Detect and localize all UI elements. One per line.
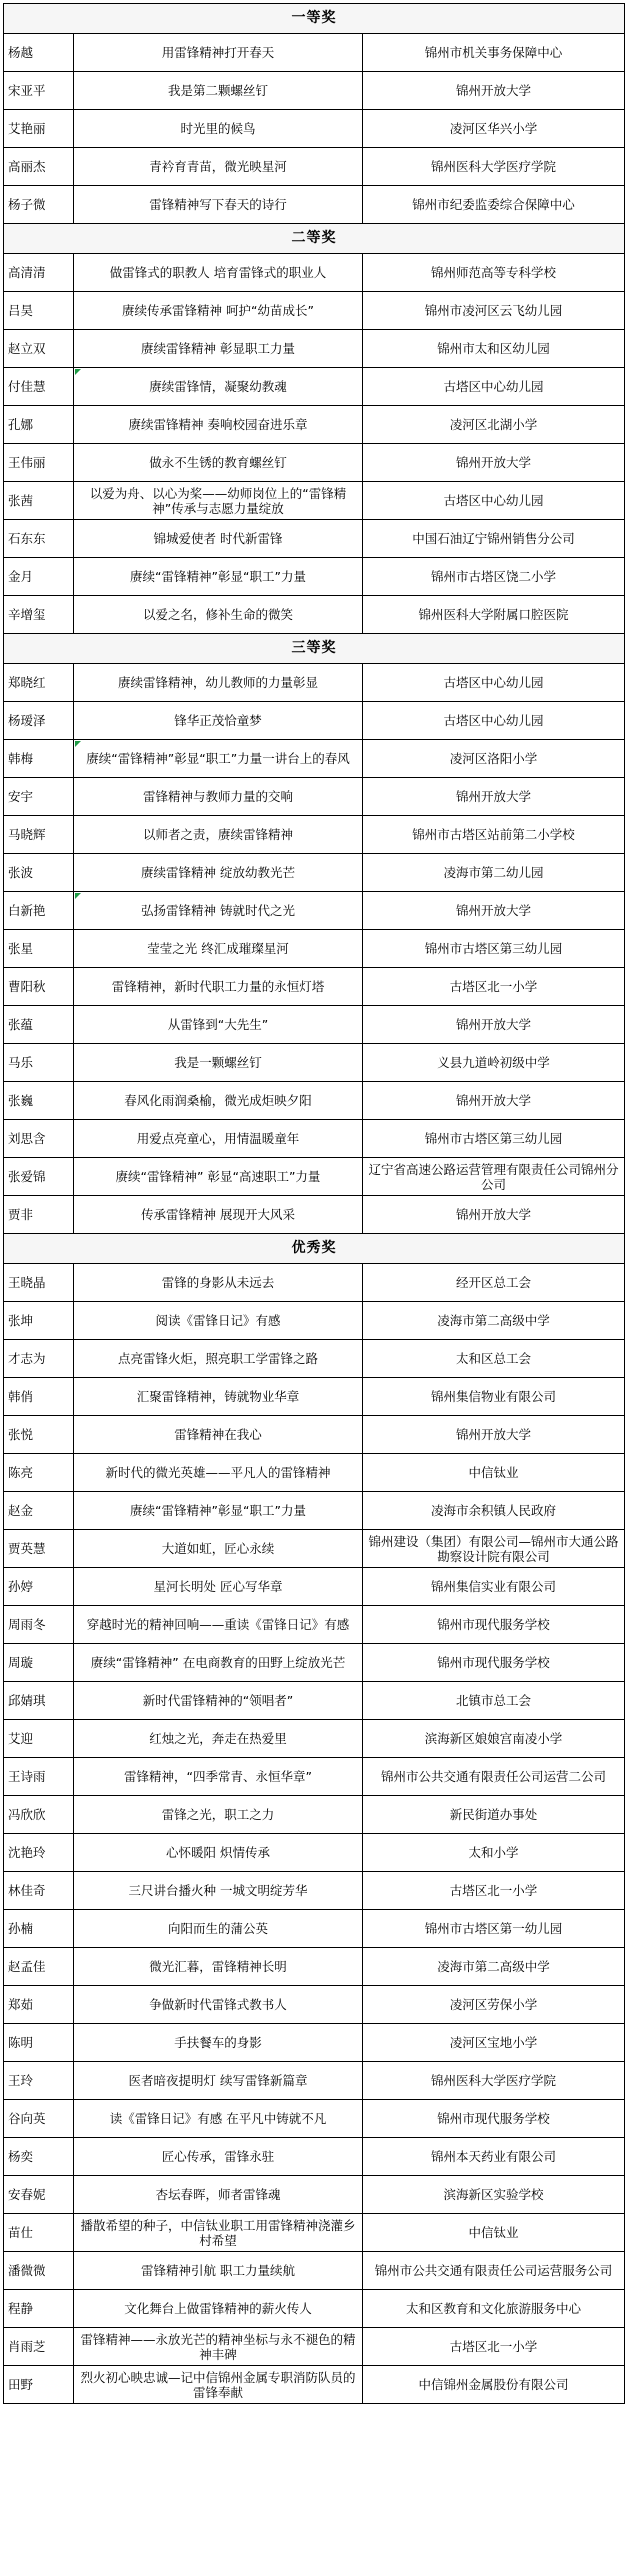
- work-title-cell: 以爱之名，修补生命的微笑: [74, 596, 363, 634]
- unit-cell: 古塔区中心幼儿园: [363, 664, 625, 702]
- section-title: 三等奖: [4, 634, 625, 664]
- table-row: [4, 110, 625, 148]
- work-title-cell: 雷锋精神——永放光芒的精神坐标与永不褪色的精神丰碑: [74, 2328, 363, 2366]
- name-cell: 宋亚平: [4, 72, 74, 110]
- work-title-cell: 大道如虹，匠心永续: [74, 1530, 363, 1568]
- unit-cell: 锦州开放大学: [363, 1006, 625, 1044]
- table-row: [4, 1158, 625, 1196]
- table-row: [4, 1682, 625, 1720]
- work-title-cell: 锋华正茂恰童梦: [74, 702, 363, 740]
- name-cell: 陈亮: [4, 1454, 74, 1492]
- table-row: [4, 1416, 625, 1454]
- table-row: [4, 1872, 625, 1910]
- table-row: [4, 1196, 625, 1234]
- unit-cell: 锦州开放大学: [363, 892, 625, 930]
- table-row: [4, 1492, 625, 1530]
- name-cell: 张蕴: [4, 1006, 74, 1044]
- table-row: [4, 72, 625, 110]
- name-cell: 才志为: [4, 1340, 74, 1378]
- work-title-cell: 赓续雷锋精神 绽放幼教光芒: [74, 854, 363, 892]
- name-cell: 杨瑷泽: [4, 702, 74, 740]
- table-row: [4, 1082, 625, 1120]
- unit-cell: 凌河区北湖小学: [363, 406, 625, 444]
- table-row: [4, 2214, 625, 2252]
- award-list-table: [3, 3, 625, 2404]
- name-cell: 周璇: [4, 1644, 74, 1682]
- unit-cell: 凌河区宝地小学: [363, 2024, 625, 2062]
- unit-cell: 凌海市余积镇人民政府: [363, 1492, 625, 1530]
- unit-cell: 锦州开放大学: [363, 1416, 625, 1454]
- work-title-cell: 青衿育青苗，微光映星河: [74, 148, 363, 186]
- name-cell: 金月: [4, 558, 74, 596]
- table-row: [4, 2252, 625, 2290]
- unit-cell: 北镇市总工会: [363, 1682, 625, 1720]
- unit-cell: 锦州医科大学医疗学院: [363, 2062, 625, 2100]
- unit-cell: 锦州医科大学医疗学院: [363, 148, 625, 186]
- name-cell: 孙婷: [4, 1568, 74, 1606]
- name-cell: 潘微微: [4, 2252, 74, 2290]
- table-row: [4, 2366, 625, 2404]
- unit-cell: 中信钛业: [363, 1454, 625, 1492]
- unit-cell: 太和区教育和文化旅游服务中心: [363, 2290, 625, 2328]
- table-row: [4, 1302, 625, 1340]
- table-row: [4, 34, 625, 72]
- name-cell: 马晓辉: [4, 816, 74, 854]
- unit-cell: 锦州市纪委监委综合保障中心: [363, 186, 625, 224]
- unit-cell: 锦州市古塔区第三幼儿园: [363, 930, 625, 968]
- unit-cell: 锦州市公共交通有限责任公司运营服务公司: [363, 2252, 625, 2290]
- name-cell: 杨子微: [4, 186, 74, 224]
- table-row: [4, 2138, 625, 2176]
- section-header-row: [4, 1234, 625, 1264]
- unit-cell: 锦州集信物业有限公司: [363, 1378, 625, 1416]
- table-row: [4, 778, 625, 816]
- work-title-cell: 赓续传承雷锋精神 呵护“幼苗成长”: [74, 292, 363, 330]
- table-row: [4, 1264, 625, 1302]
- unit-cell: 古塔区中心幼儿园: [363, 482, 625, 520]
- name-cell: 白新艳: [4, 892, 74, 930]
- unit-cell: 锦州市公共交通有限责任公司运营二公司: [363, 1758, 625, 1796]
- name-cell: 孙楠: [4, 1910, 74, 1948]
- name-cell: 杨越: [4, 34, 74, 72]
- name-cell: 王伟丽: [4, 444, 74, 482]
- work-title-cell: 汇聚雷锋精神，铸就物业华章: [74, 1378, 363, 1416]
- work-title-cell: 赓续雷锋精神 奏响校园奋进乐章: [74, 406, 363, 444]
- work-title-cell: 杏坛春晖，师者雷锋魂: [74, 2176, 363, 2214]
- name-cell: 张巍: [4, 1082, 74, 1120]
- section-header-row: [4, 224, 625, 254]
- name-cell: 韩梅: [4, 740, 74, 778]
- unit-cell: 滨海新区实验学校: [363, 2176, 625, 2214]
- work-title-cell: 烈火初心映忠诚—记中信锦州金属专职消防队员的雷锋奉献: [74, 2366, 363, 2404]
- table-row: [4, 892, 625, 930]
- name-cell: 张爱锦: [4, 1158, 74, 1196]
- table-row: [4, 1796, 625, 1834]
- name-cell: 艾迎: [4, 1720, 74, 1758]
- name-cell: 沈艳玲: [4, 1834, 74, 1872]
- cell-note-marker: [75, 741, 81, 747]
- work-title-cell: 雷锋精神引航 职工力量续航: [74, 2252, 363, 2290]
- work-title-cell: 春风化雨润桑榆，微光成炬映夕阳: [74, 1082, 363, 1120]
- work-title-cell: 赓续雷锋情，凝聚幼教魂: [74, 368, 363, 406]
- work-title-cell: 雷锋精神，“四季常青、永恒华章”: [74, 1758, 363, 1796]
- work-title-cell: 赓续“雷锋精神”彰显“职工”力量: [74, 1492, 363, 1530]
- table-row: [4, 292, 625, 330]
- unit-cell: 锦州开放大学: [363, 444, 625, 482]
- name-cell: 吕昊: [4, 292, 74, 330]
- name-cell: 曹阳秋: [4, 968, 74, 1006]
- work-title-cell: 用爱点亮童心，用情温暖童年: [74, 1120, 363, 1158]
- table-row: [4, 664, 625, 702]
- section-header-row: [4, 634, 625, 664]
- work-title-cell: 文化舞台上做雷锋精神的薪火传人: [74, 2290, 363, 2328]
- unit-cell: 中信锦州金属股份有限公司: [363, 2366, 625, 2404]
- table-row: [4, 1758, 625, 1796]
- unit-cell: 锦州开放大学: [363, 1082, 625, 1120]
- name-cell: 韩俏: [4, 1378, 74, 1416]
- table-row: [4, 1378, 625, 1416]
- name-cell: 赵立双: [4, 330, 74, 368]
- work-title-cell: 以师者之责，赓续雷锋精神: [74, 816, 363, 854]
- work-title-cell: 传承雷锋精神 展现开大风采: [74, 1196, 363, 1234]
- name-cell: 郑茹: [4, 1986, 74, 2024]
- work-title-cell: 时光里的候鸟: [74, 110, 363, 148]
- name-cell: 石东东: [4, 520, 74, 558]
- work-title-cell: 赓续雷锋精神 彰显职工力量: [74, 330, 363, 368]
- name-cell: 安宇: [4, 778, 74, 816]
- table-row: [4, 1986, 625, 2024]
- table-row: [4, 1120, 625, 1158]
- work-title-cell: 阅读《雷锋日记》有感: [74, 1302, 363, 1340]
- table-row: [4, 2328, 625, 2366]
- name-cell: 张坤: [4, 1302, 74, 1340]
- name-cell: 王诗雨: [4, 1758, 74, 1796]
- work-title-cell: 向阳而生的蒲公英: [74, 1910, 363, 1948]
- work-title-cell: 做雷锋式的职教人 培育雷锋式的职业人: [74, 254, 363, 292]
- work-title-cell: 赓续“雷锋精神”彰显“职工”力量: [74, 558, 363, 596]
- unit-cell: 古塔区北一小学: [363, 968, 625, 1006]
- work-title-cell: 赓续雷锋精神，幼儿教师的力量彰显: [74, 664, 363, 702]
- name-cell: 高丽杰: [4, 148, 74, 186]
- name-cell: 邱婧琪: [4, 1682, 74, 1720]
- work-title-cell: 星河长明处 匠心写华章: [74, 1568, 363, 1606]
- work-title-cell: 微光汇暮，雷锋精神长明: [74, 1948, 363, 1986]
- unit-cell: 锦州市机关事务保障中心: [363, 34, 625, 72]
- table-row: [4, 596, 625, 634]
- work-title-cell: 雷锋精神与教师力量的交响: [74, 778, 363, 816]
- unit-cell: 古塔区北一小学: [363, 2328, 625, 2366]
- work-title-cell: 赓续“雷锋精神” 彰显“高速职工”力量: [74, 1158, 363, 1196]
- work-title-cell: 莹莹之光 终汇成璀璨星河: [74, 930, 363, 968]
- work-title-cell: 播散希望的种子，中信钛业职工用雷锋精神浇灌乡村希望: [74, 2214, 363, 2252]
- work-title-cell: 新时代的微光英雄——平凡人的雷锋精神: [74, 1454, 363, 1492]
- name-cell: 安春妮: [4, 2176, 74, 2214]
- work-title-cell: 新时代雷锋精神的“领唱者”: [74, 1682, 363, 1720]
- section-title: 二等奖: [4, 224, 625, 254]
- name-cell: 肖雨芝: [4, 2328, 74, 2366]
- work-title-cell: 穿越时光的精神回响——重读《雷锋日记》有感: [74, 1606, 363, 1644]
- work-title-cell: 心怀暖阳 炽情传承: [74, 1834, 363, 1872]
- work-title-cell: 用雷锋精神打开春天: [74, 34, 363, 72]
- table-row: [4, 1910, 625, 1948]
- table-row: [4, 406, 625, 444]
- name-cell: 苗仕: [4, 2214, 74, 2252]
- table-row: [4, 520, 625, 558]
- unit-cell: 凌海市第二高级中学: [363, 1948, 625, 1986]
- table-row: [4, 368, 625, 406]
- unit-cell: 锦州市太和区幼儿园: [363, 330, 625, 368]
- name-cell: 刘思含: [4, 1120, 74, 1158]
- unit-cell: 中国石油辽宁锦州销售分公司: [363, 520, 625, 558]
- name-cell: 林佳奇: [4, 1872, 74, 1910]
- name-cell: 田野: [4, 2366, 74, 2404]
- unit-cell: 古塔区北一小学: [363, 1872, 625, 1910]
- work-title-cell: 我是第二颗螺丝钉: [74, 72, 363, 110]
- cell-note-marker: [75, 369, 81, 375]
- work-title-cell: 点亮雷锋火炬，照亮职工学雷锋之路: [74, 1340, 363, 1378]
- table-row: [4, 1606, 625, 1644]
- work-title-cell: 手扶餐车的身影: [74, 2024, 363, 2062]
- name-cell: 艾艳丽: [4, 110, 74, 148]
- table-row: [4, 702, 625, 740]
- work-title-cell: 弘扬雷锋精神 铸就时代之光: [74, 892, 363, 930]
- table-row: [4, 186, 625, 224]
- name-cell: 周雨冬: [4, 1606, 74, 1644]
- work-title-cell: 从雷锋到“大先生”: [74, 1006, 363, 1044]
- work-title-cell: 做永不生锈的教育螺丝钉: [74, 444, 363, 482]
- unit-cell: 锦州市凌河区云飞幼儿园: [363, 292, 625, 330]
- table-row: [4, 330, 625, 368]
- work-title-cell: 赓续“雷锋精神”彰显“职工”力量一讲台上的春风: [74, 740, 363, 778]
- work-title-cell: 以爱为舟、以心为桨——幼师岗位上的“雷锋精神”传承与志愿力量绽放: [74, 482, 363, 520]
- table-row: [4, 1044, 625, 1082]
- name-cell: 王玲: [4, 2062, 74, 2100]
- name-cell: 郑晓红: [4, 664, 74, 702]
- unit-cell: 锦州开放大学: [363, 778, 625, 816]
- name-cell: 贾英慧: [4, 1530, 74, 1568]
- table-row: [4, 2062, 625, 2100]
- table-row: [4, 1568, 625, 1606]
- section-title: 一等奖: [4, 4, 625, 34]
- table-row: [4, 1720, 625, 1758]
- table-row: [4, 2024, 625, 2062]
- unit-cell: 辽宁省高速公路运营管理有限责任公司锦州分公司: [363, 1158, 625, 1196]
- name-cell: 杨奕: [4, 2138, 74, 2176]
- name-cell: 陈明: [4, 2024, 74, 2062]
- unit-cell: 太和区总工会: [363, 1340, 625, 1378]
- name-cell: 程静: [4, 2290, 74, 2328]
- award-list-body: [4, 4, 625, 2404]
- unit-cell: 锦州市古塔区饶二小学: [363, 558, 625, 596]
- unit-cell: 锦州市古塔区第三幼儿园: [363, 1120, 625, 1158]
- table-row: [4, 1006, 625, 1044]
- table-row: [4, 1948, 625, 1986]
- unit-cell: 锦州开放大学: [363, 1196, 625, 1234]
- unit-cell: 凌河区劳保小学: [363, 1986, 625, 2024]
- unit-cell: 锦州开放大学: [363, 72, 625, 110]
- work-title-cell: 雷锋精神写下春天的诗行: [74, 186, 363, 224]
- table-row: [4, 444, 625, 482]
- table-row: [4, 1340, 625, 1378]
- work-title-cell: 雷锋精神在我心: [74, 1416, 363, 1454]
- work-title-cell: 红烛之光，奔走在热爱里: [74, 1720, 363, 1758]
- table-row: [4, 1530, 625, 1568]
- section-header-row: [4, 4, 625, 34]
- work-title-cell: 读《雷锋日记》有感 在平凡中铸就不凡: [74, 2100, 363, 2138]
- name-cell: 辛增玺: [4, 596, 74, 634]
- unit-cell: 锦州建设（集团）有限公司—锦州市大通公路勘察设计院有限公司: [363, 1530, 625, 1568]
- section-title: 优秀奖: [4, 1234, 625, 1264]
- work-title-cell: 我是一颗螺丝钉: [74, 1044, 363, 1082]
- name-cell: 高清清: [4, 254, 74, 292]
- unit-cell: 锦州本天药业有限公司: [363, 2138, 625, 2176]
- unit-cell: 凌海市第二高级中学: [363, 1302, 625, 1340]
- table-row: [4, 2290, 625, 2328]
- unit-cell: 锦州集信实业有限公司: [363, 1568, 625, 1606]
- work-title-cell: 雷锋精神，新时代职工力量的永恒灯塔: [74, 968, 363, 1006]
- name-cell: 孔娜: [4, 406, 74, 444]
- unit-cell: 义县九道岭初级中学: [363, 1044, 625, 1082]
- work-title-cell: 匠心传承，雷锋永驻: [74, 2138, 363, 2176]
- table-row: [4, 558, 625, 596]
- name-cell: 张波: [4, 854, 74, 892]
- name-cell: 张悦: [4, 1416, 74, 1454]
- unit-cell: 锦州医科大学附属口腔医院: [363, 596, 625, 634]
- table-row: [4, 740, 625, 778]
- name-cell: 赵孟佳: [4, 1948, 74, 1986]
- work-title-cell: 雷锋之光，职工之力: [74, 1796, 363, 1834]
- unit-cell: 凌河区华兴小学: [363, 110, 625, 148]
- unit-cell: 新民街道办事处: [363, 1796, 625, 1834]
- unit-cell: 太和小学: [363, 1834, 625, 1872]
- unit-cell: 凌河区洛阳小学: [363, 740, 625, 778]
- unit-cell: 古塔区中心幼儿园: [363, 368, 625, 406]
- work-title-cell: 锦城爱使者 时代新雷锋: [74, 520, 363, 558]
- cell-note-marker: [75, 893, 81, 899]
- name-cell: 付佳慧: [4, 368, 74, 406]
- table-row: [4, 1454, 625, 1492]
- table-row: [4, 148, 625, 186]
- work-title-cell: 雷锋的身影从未远去: [74, 1264, 363, 1302]
- name-cell: 王晓晶: [4, 1264, 74, 1302]
- unit-cell: 经开区总工会: [363, 1264, 625, 1302]
- name-cell: 谷向英: [4, 2100, 74, 2138]
- table-row: [4, 482, 625, 520]
- unit-cell: 锦州市现代服务学校: [363, 2100, 625, 2138]
- unit-cell: 锦州市现代服务学校: [363, 1606, 625, 1644]
- name-cell: 贾非: [4, 1196, 74, 1234]
- work-title-cell: 医者暗夜提明灯 续写雷锋新篇章: [74, 2062, 363, 2100]
- name-cell: 张星: [4, 930, 74, 968]
- table-row: [4, 254, 625, 292]
- table-row: [4, 2176, 625, 2214]
- table-row: [4, 854, 625, 892]
- unit-cell: 古塔区中心幼儿园: [363, 702, 625, 740]
- table-row: [4, 968, 625, 1006]
- unit-cell: 锦州师范高等专科学校: [363, 254, 625, 292]
- table-row: [4, 816, 625, 854]
- table-row: [4, 1834, 625, 1872]
- unit-cell: 锦州市古塔区第一幼儿园: [363, 1910, 625, 1948]
- work-title-cell: 赓续“雷锋精神” 在电商教育的田野上绽放光芒: [74, 1644, 363, 1682]
- name-cell: 张茜: [4, 482, 74, 520]
- unit-cell: 滨海新区娘娘宫南凌小学: [363, 1720, 625, 1758]
- work-title-cell: 争做新时代雷锋式教书人: [74, 1986, 363, 2024]
- name-cell: 冯欣欣: [4, 1796, 74, 1834]
- name-cell: 马乐: [4, 1044, 74, 1082]
- unit-cell: 锦州市现代服务学校: [363, 1644, 625, 1682]
- unit-cell: 凌海市第二幼儿园: [363, 854, 625, 892]
- unit-cell: 中信钛业: [363, 2214, 625, 2252]
- table-row: [4, 930, 625, 968]
- work-title-cell: 三尺讲台播火种 一城文明绽芳华: [74, 1872, 363, 1910]
- unit-cell: 锦州市古塔区站前第二小学校: [363, 816, 625, 854]
- table-row: [4, 1644, 625, 1682]
- table-row: [4, 2100, 625, 2138]
- name-cell: 赵金: [4, 1492, 74, 1530]
